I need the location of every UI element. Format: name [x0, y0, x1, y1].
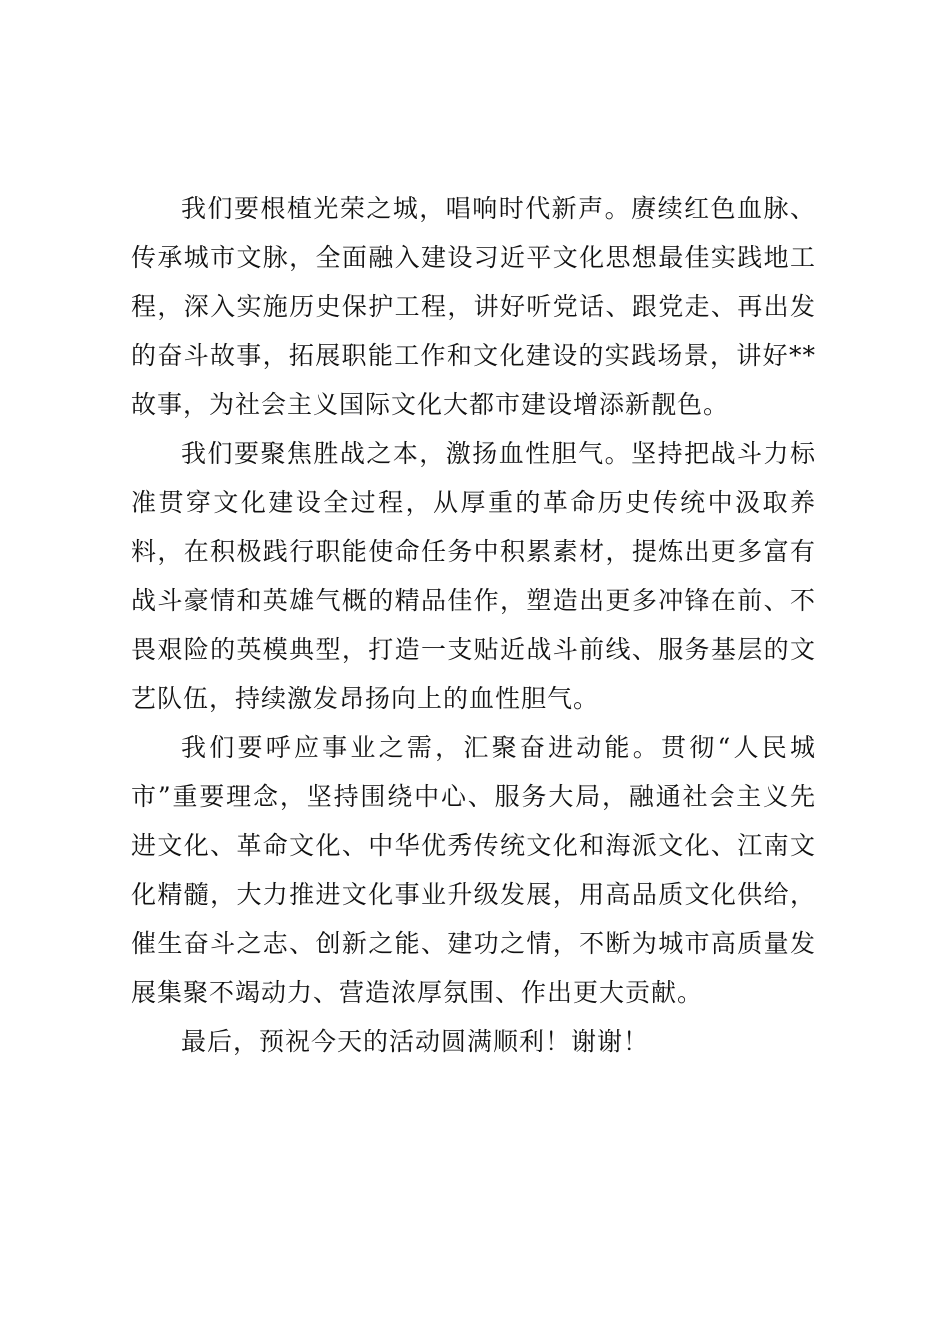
paragraph-combat-spirit: 我们要聚焦胜战之本，激扬血性胆气。坚持把战斗力标准贯穿文化建设全过程，从厚重的革命历史传统中汲取养料，在积极践行职能使命任务中积累素材，提炼出更多富有战斗豪情和英雄气概的精品佳作，塑造出更多冲锋在前、不畏艰险的英模典型，打造一支贴近战斗前线、服务基层的文艺队伍，持续激发昂扬向上的血性胆气。 — [131, 439, 816, 713]
document-body — [131, 184, 816, 1066]
paragraph-closing: 最后，预祝今天的活动圆满顺利！谢谢！ — [181, 1027, 650, 1056]
paragraph-career-momentum: 我们要呼应事业之需，汇聚奋进动能。贯彻“人民城市”重要理念，坚持围绕中心、服务大局，融通社会主义先进文化、革命文化、中华优秀传统文化和海派文化、江南文化精髓，大力推进文化事业升级发展，用高品质文化供给，催生奋斗之志、创新之能、建功之情，不断为城市高质量发展集聚不竭动力、营造浓厚氛围、作出更大贡献。 — [131, 733, 816, 1007]
paragraph-glory-city: 我们要根植光荣之城，唱响时代新声。赓续红色血脉、传承城市文脉，全面融入建设习近平文化思想最佳实践地工程，深入实施历史保护工程，讲好听党话、跟党走、再出发的奋斗故事，拓展职能工作和文化建设的实践场景，讲好**故事，为社会主义国际文化大都市建设增添新靓色。 — [131, 194, 816, 419]
